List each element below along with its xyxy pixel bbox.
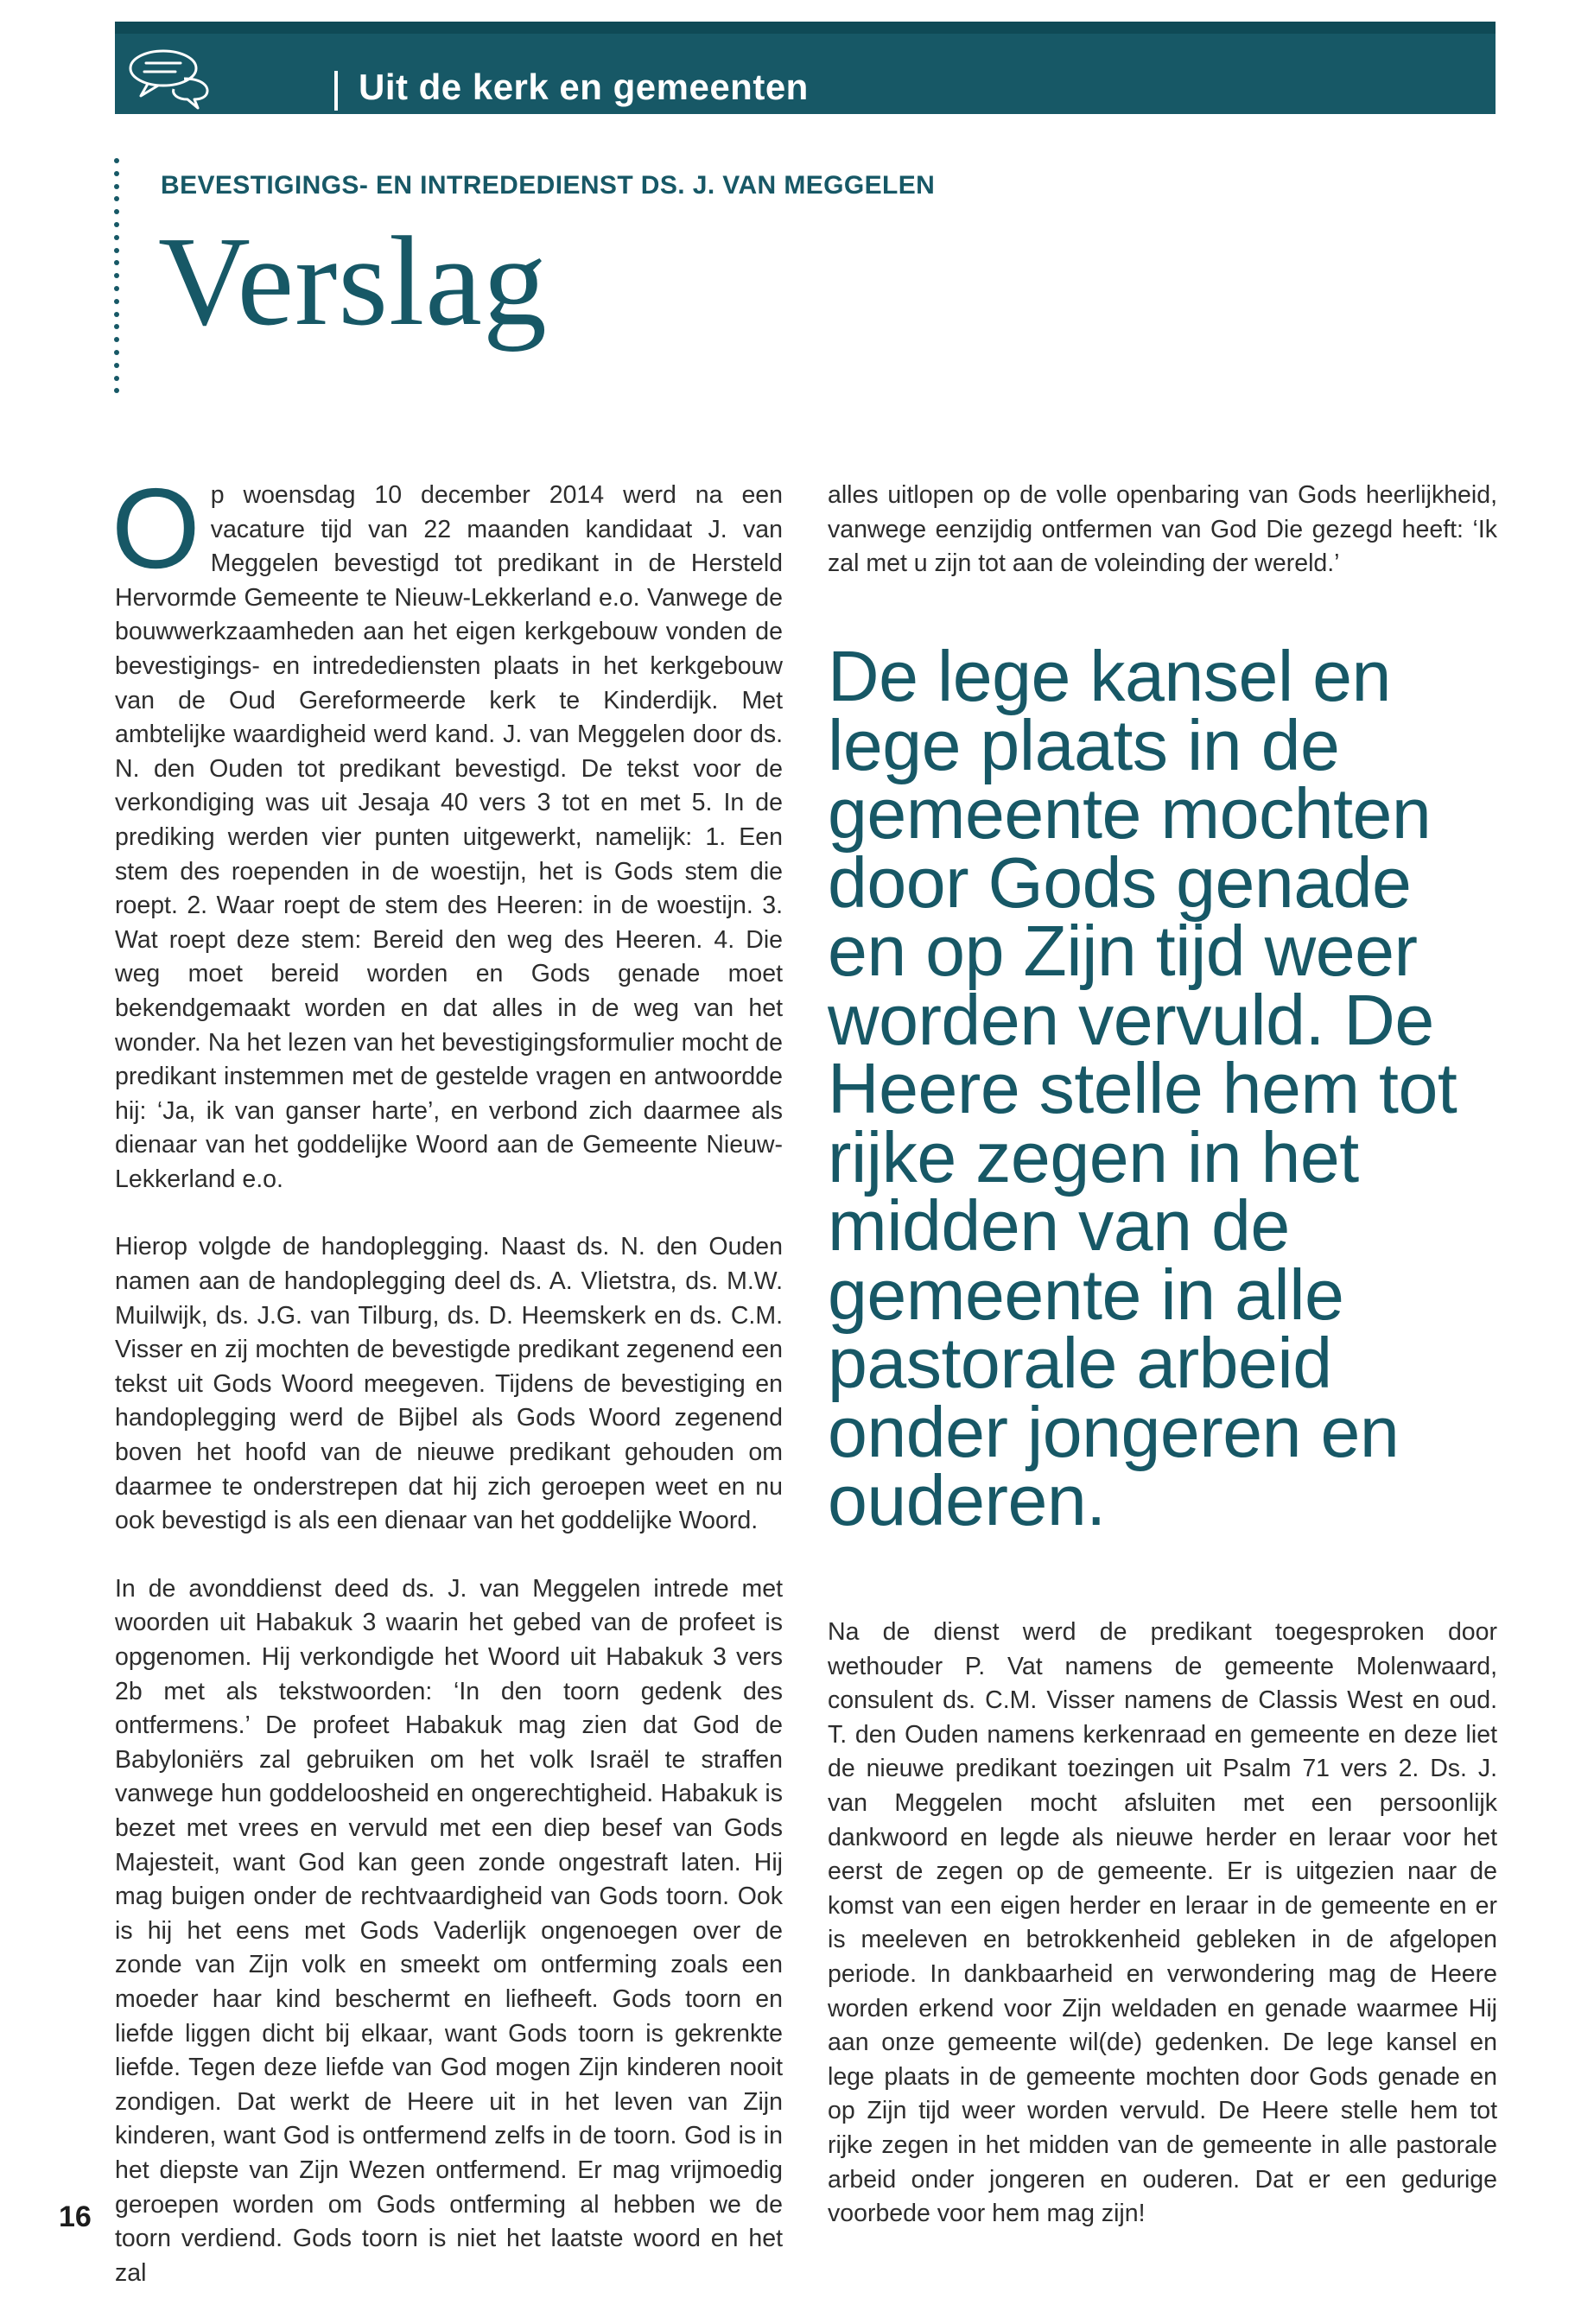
right-column-bottom xyxy=(828,1616,1497,2265)
page-number: 16 xyxy=(59,2200,92,2233)
article-kicker: BEVESTIGINGS- EN INTREDEDIENST DS. J. VAN MEGGELEN xyxy=(161,171,936,200)
section-header-banner xyxy=(115,22,1496,114)
header-separator xyxy=(334,71,338,111)
paragraph-right-top: alles uitlopen op de volle openbaring van Gods heerlijkheid, vanwege eenzijdig ontfermen van God Die gezegd heeft: ‘Ik zal met u zijn tot aan de voleinding der wereld.’ xyxy=(828,481,1497,578)
left-column xyxy=(111,465,783,2324)
paragraph-right-bottom: Na de dienst werd de predikant toegesproken door wethouder P. Vat namens de gemeente Molenwaard, consulent ds. C.M. Visser namens de Classis West en oud. T. den Ouden namens kerkenraad en gemeente en deze liet de nieuwe predikant toezingen uit Psalm 71 vers 2. Ds. J. van Meggelen mocht afsluiten met een persoonlijk dankwoord en legde als nieuwe herder en leraar voor het eerst de zegen op de gemeente. Er is uitgezien naar de komst van een eigen herder en leraar in de gemeente en er is meeleven en betrokkenheid gebleken in de afgelopen periode. In dankbaarheid en verwondering mag de Heere worden erkend voor Zijn weldaden en genade waarmee Hij aan onze gemeente wil(de) gedenken. De lege kansel en lege plaats in de gemeente mochten door Gods genade en op Zijn tijd weer worden vervuld. De Heere stelle hem tot rijke zegen in het midden van de gemeente in alle pastorale arbeid onder jongeren en ouderen. Dat er een gedurige voorbede voor hem mag zijn! xyxy=(828,1618,1497,2228)
article-title: Verslag xyxy=(158,211,548,352)
banner-top-strip xyxy=(115,22,1496,34)
paragraph-2: Hierop volgde de handoplegging. Naast ds. N. den Ouden namen aan de handoplegging deel ds. A. Vlietstra, ds. M.W. Muilwijk, ds. J.G. van Tilburg, ds. D. Heemskerk en ds. C.M. Visser en zij mochten de bevestigde predikant zegenend een tekst uit Gods Woord meegeven. Tijdens de bevestiging en handoplegging werd de Bijbel als Gods Woord zegenend boven het hoofd van de nieuwe predikant gehouden om daarmee te onderstrepen dat hij zich geroepen weet en nu ook bevestigd is als een dienaar van het goddelijke Woord. xyxy=(115,1233,783,1535)
drop-cap: O xyxy=(111,465,200,592)
section-title: Uit de kerk en gemeenten xyxy=(359,67,809,107)
dotted-rule xyxy=(114,158,121,401)
paragraph-3: In de avonddienst deed ds. J. van Meggelen intrede met woorden uit Habakuk 3 waarin het gebed van de profeet is opgenomen. Hij verkondigde het Woord uit Habakuk 3 vers 2b met als tekstwoorden: ‘In den toorn gedenk des ontfermens.’ De profeet Habakuk mag zien dat God de Babyloniërs zal gebruiken om het volk Israël te straffen vanwege hun goddeloosheid en ongerechtigheid. Habakuk is bezet met vrees en vervuld met een diep besef van Gods Majesteit, want God kan geen zonde ongestraft laten. Hij mag buigen onder de rechtvaardigheid van Gods toorn. Ook is hij het eens met Gods Vaderlijk ongenoegen over de zonde van Zijn volk en smeekt om ontferming zoals een moeder haar kind beschermt en liefheeft. Gods toorn en liefde liggen dicht bij elkaar, want Gods toorn is gekrenkte liefde. Tegen deze liefde van God mogen Zijn kinderen nooit zondigen. Dat werkt de Heere uit in het leven van Zijn kinderen, want God is ontfermend zelfs in de toorn. God is in het diepste van Zijn Wezen ontfermend. Er mag vrijmoedig geroepen worden om Gods ontferming al hebben we de toorn verdiend. Gods toorn is niet het laatste woord en het zal xyxy=(115,1574,783,2287)
pull-quote: De lege kansel en lege plaats in de gemeente mochten door Gods genade en op Zijn tijd weer worden vervuld. De Heere stelle hem tot rijke zegen in het midden van de gemeente in alle pastorale arbeid onder jongeren en ouderen. xyxy=(828,637,1457,1540)
paragraph-1-text: p woensdag 10 december 2014 werd na een vacature tijd van 22 maanden kandidaat J. van Meggelen bevestigd tot predikant in de Hersteld Hervormde Gemeente te Nieuw-Lekkerland e.o. Vanwege de bouwwerkzaamheden aan het eigen kerkgebouw vonden de bevestigings- en intredediensten plaats in het kerkgebouw van de Oud Gereformeerde kerk te Kinderdijk. Met ambtelijke waardigheid werd kand. J. van Meggelen door ds. N. den Ouden tot predikant bevestigd. De tekst voor de verkondiging was uit Jesaja 40 vers 3 tot en met 5. In de prediking werden vier punten uitgewerkt, namelijk: 1. Een stem des roependen in de woestijn, het is Gods stem die roept. 2. Waar roept de stem des Heeren: in de woestijn. 3. Wat roept deze stem: Bereid den weg des Heeren. 4. Die weg moet bereid worden en Gods genade moet bekendgemaakt worden en dat alles in de weg van het wonder. Na het lezen van het bevestigingsformulier mocht de predikant instemmen met de gestelde vragen en antwoordde hij: ‘Ja, ik van ganser harte’, en verbond zich daarmee als dienaar van het goddelijke Woord aan de Gemeente Nieuw-Lekkerland e.o. xyxy=(115,481,783,1193)
paragraph-1 xyxy=(111,465,783,1197)
right-column-top xyxy=(828,479,1497,615)
speech-bubbles-icon xyxy=(124,44,213,110)
